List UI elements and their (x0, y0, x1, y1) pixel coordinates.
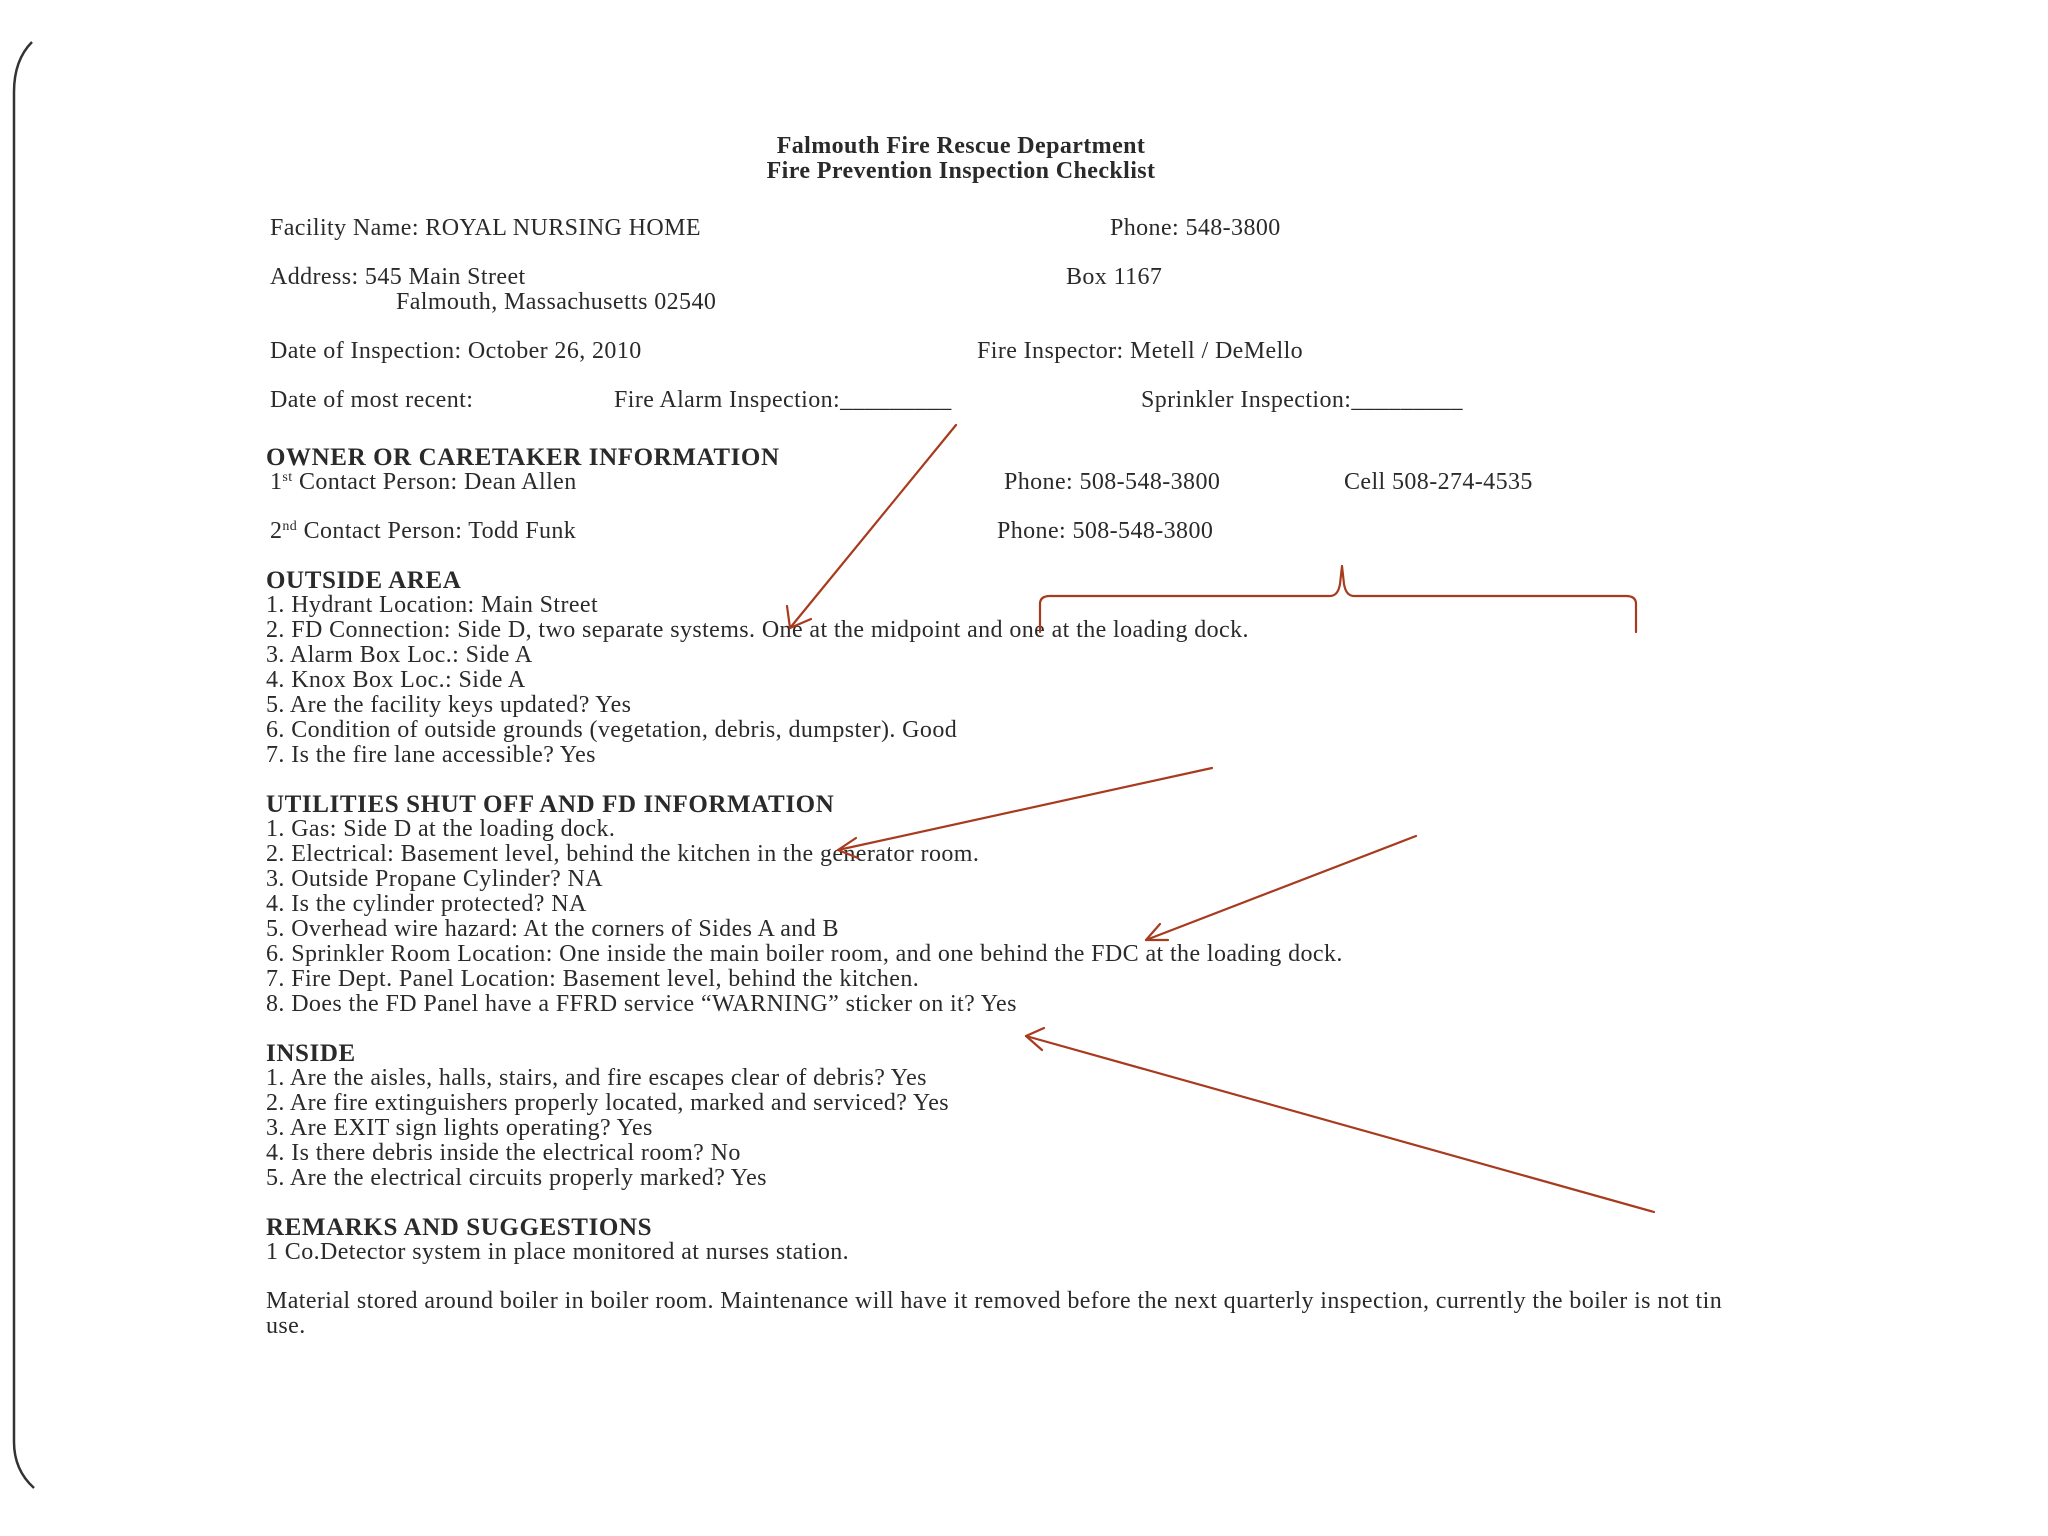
owner-heading: OWNER OR CARETAKER INFORMATION (266, 444, 780, 471)
contact1-person (270, 470, 577, 495)
list-item: 2. Are fire extinguishers properly located, marked and serviced? Yes (266, 1090, 949, 1116)
fire-alarm-inspection: Fire Alarm Inspection:_________ (614, 387, 952, 413)
contact1-label: Contact Person: Dean Allen (292, 469, 577, 495)
address-line2: Falmouth, Massachusetts 02540 (396, 289, 717, 315)
contact1-sup: st (282, 470, 293, 485)
list-item: 3. Outside Propane Cylinder? NA (266, 866, 604, 892)
outside-heading: OUTSIDE AREA (266, 567, 462, 594)
contact2-prefix: 2 (270, 518, 283, 544)
remarks-line1: 1 Co.Detector system in place monitored at nurses station. (266, 1239, 850, 1265)
list-item: 4. Is the cylinder protected? NA (266, 891, 587, 917)
list-item: 5. Are the electrical circuits properly marked? Yes (266, 1165, 767, 1191)
contact1-phone: Phone: 508-548-3800 (1004, 469, 1221, 495)
list-item: 3. Alarm Box Loc.: Side A (266, 642, 533, 668)
recent-inspection-row (266, 388, 1826, 413)
list-item: 2. Electrical: Basement level, behind the kitchen in the generator room. (266, 841, 980, 867)
contact1-prefix: 1 (270, 469, 283, 495)
list-item: 7. Fire Dept. Panel Location: Basement level, behind the kitchen. (266, 966, 920, 992)
address-row-2 (266, 290, 1826, 315)
fire-inspector: Fire Inspector: Metell / DeMello (977, 338, 1304, 364)
document-title-line2: Fire Prevention Inspection Checklist (766, 158, 1156, 184)
list-item: 4. Knox Box Loc.: Side A (266, 667, 526, 693)
document-title-line1: Falmouth Fire Rescue Department (776, 133, 1146, 159)
list-item: 6. Sprinkler Room Location: One inside the main boiler room, and one behind the FDC at the loading dock. (266, 941, 1343, 967)
contact2-phone: Phone: 508-548-3800 (997, 518, 1214, 544)
list-item: 3. Are EXIT sign lights operating? Yes (266, 1115, 653, 1141)
inspection-checklist-document (266, 134, 1826, 1339)
list-item: 5. Are the facility keys updated? Yes (266, 692, 632, 718)
inside-heading: INSIDE (266, 1040, 356, 1067)
facility-phone: Phone: 548-3800 (1110, 215, 1281, 241)
outside-items (266, 593, 1826, 768)
address-line1: Address: 545 Main Street (270, 264, 526, 290)
utilities-heading: UTILITIES SHUT OFF AND FD INFORMATION (266, 791, 835, 818)
inside-items (266, 1066, 1826, 1191)
contact2-row (266, 519, 1826, 544)
facility-name: Facility Name: ROYAL NURSING HOME (270, 215, 701, 241)
list-item: 4. Is there debris inside the electrical room? No (266, 1140, 741, 1166)
sprinkler-inspection: Sprinkler Inspection:_________ (1141, 387, 1463, 413)
remarks-line2: Material stored around boiler in boiler room. Maintenance will have it removed before the next quarterly inspection, currently the boiler is not tin use. (266, 1288, 1723, 1339)
contact2-sup: nd (282, 519, 298, 534)
inspection-row (266, 339, 1826, 364)
list-item: 5. Overhead wire hazard: At the corners of Sides A and B (266, 916, 839, 942)
utilities-items (266, 817, 1826, 1017)
box-number: Box 1167 (1066, 264, 1163, 290)
list-item: 6. Condition of outside grounds (vegetation, debris, dumpster). Good (266, 717, 958, 743)
contact1-row (266, 470, 1826, 495)
list-item: 2. FD Connection: Side D, two separate systems. One at the midpoint and one at the loading dock. (266, 617, 1249, 643)
contact2-person (270, 519, 576, 544)
contact2-label: Contact Person: Todd Funk (297, 518, 577, 544)
list-item: 1. Are the aisles, halls, stairs, and fire escapes clear of debris? Yes (266, 1065, 927, 1091)
date-most-recent: Date of most recent: (270, 387, 474, 413)
list-item: 7. Is the fire lane accessible? Yes (266, 742, 596, 768)
list-item: 1. Gas: Side D at the loading dock. (266, 816, 616, 842)
date-of-inspection: Date of Inspection: October 26, 2010 (270, 338, 642, 364)
remarks-heading: REMARKS AND SUGGESTIONS (266, 1214, 653, 1241)
address-row (266, 265, 1826, 290)
list-item: 8. Does the FD Panel have a FFRD service “WARNING” sticker on it? Yes (266, 991, 1017, 1017)
list-item: 1. Hydrant Location: Main Street (266, 592, 599, 618)
facility-row (266, 216, 1826, 241)
contact1-cell: Cell 508-274-4535 (1344, 469, 1533, 495)
